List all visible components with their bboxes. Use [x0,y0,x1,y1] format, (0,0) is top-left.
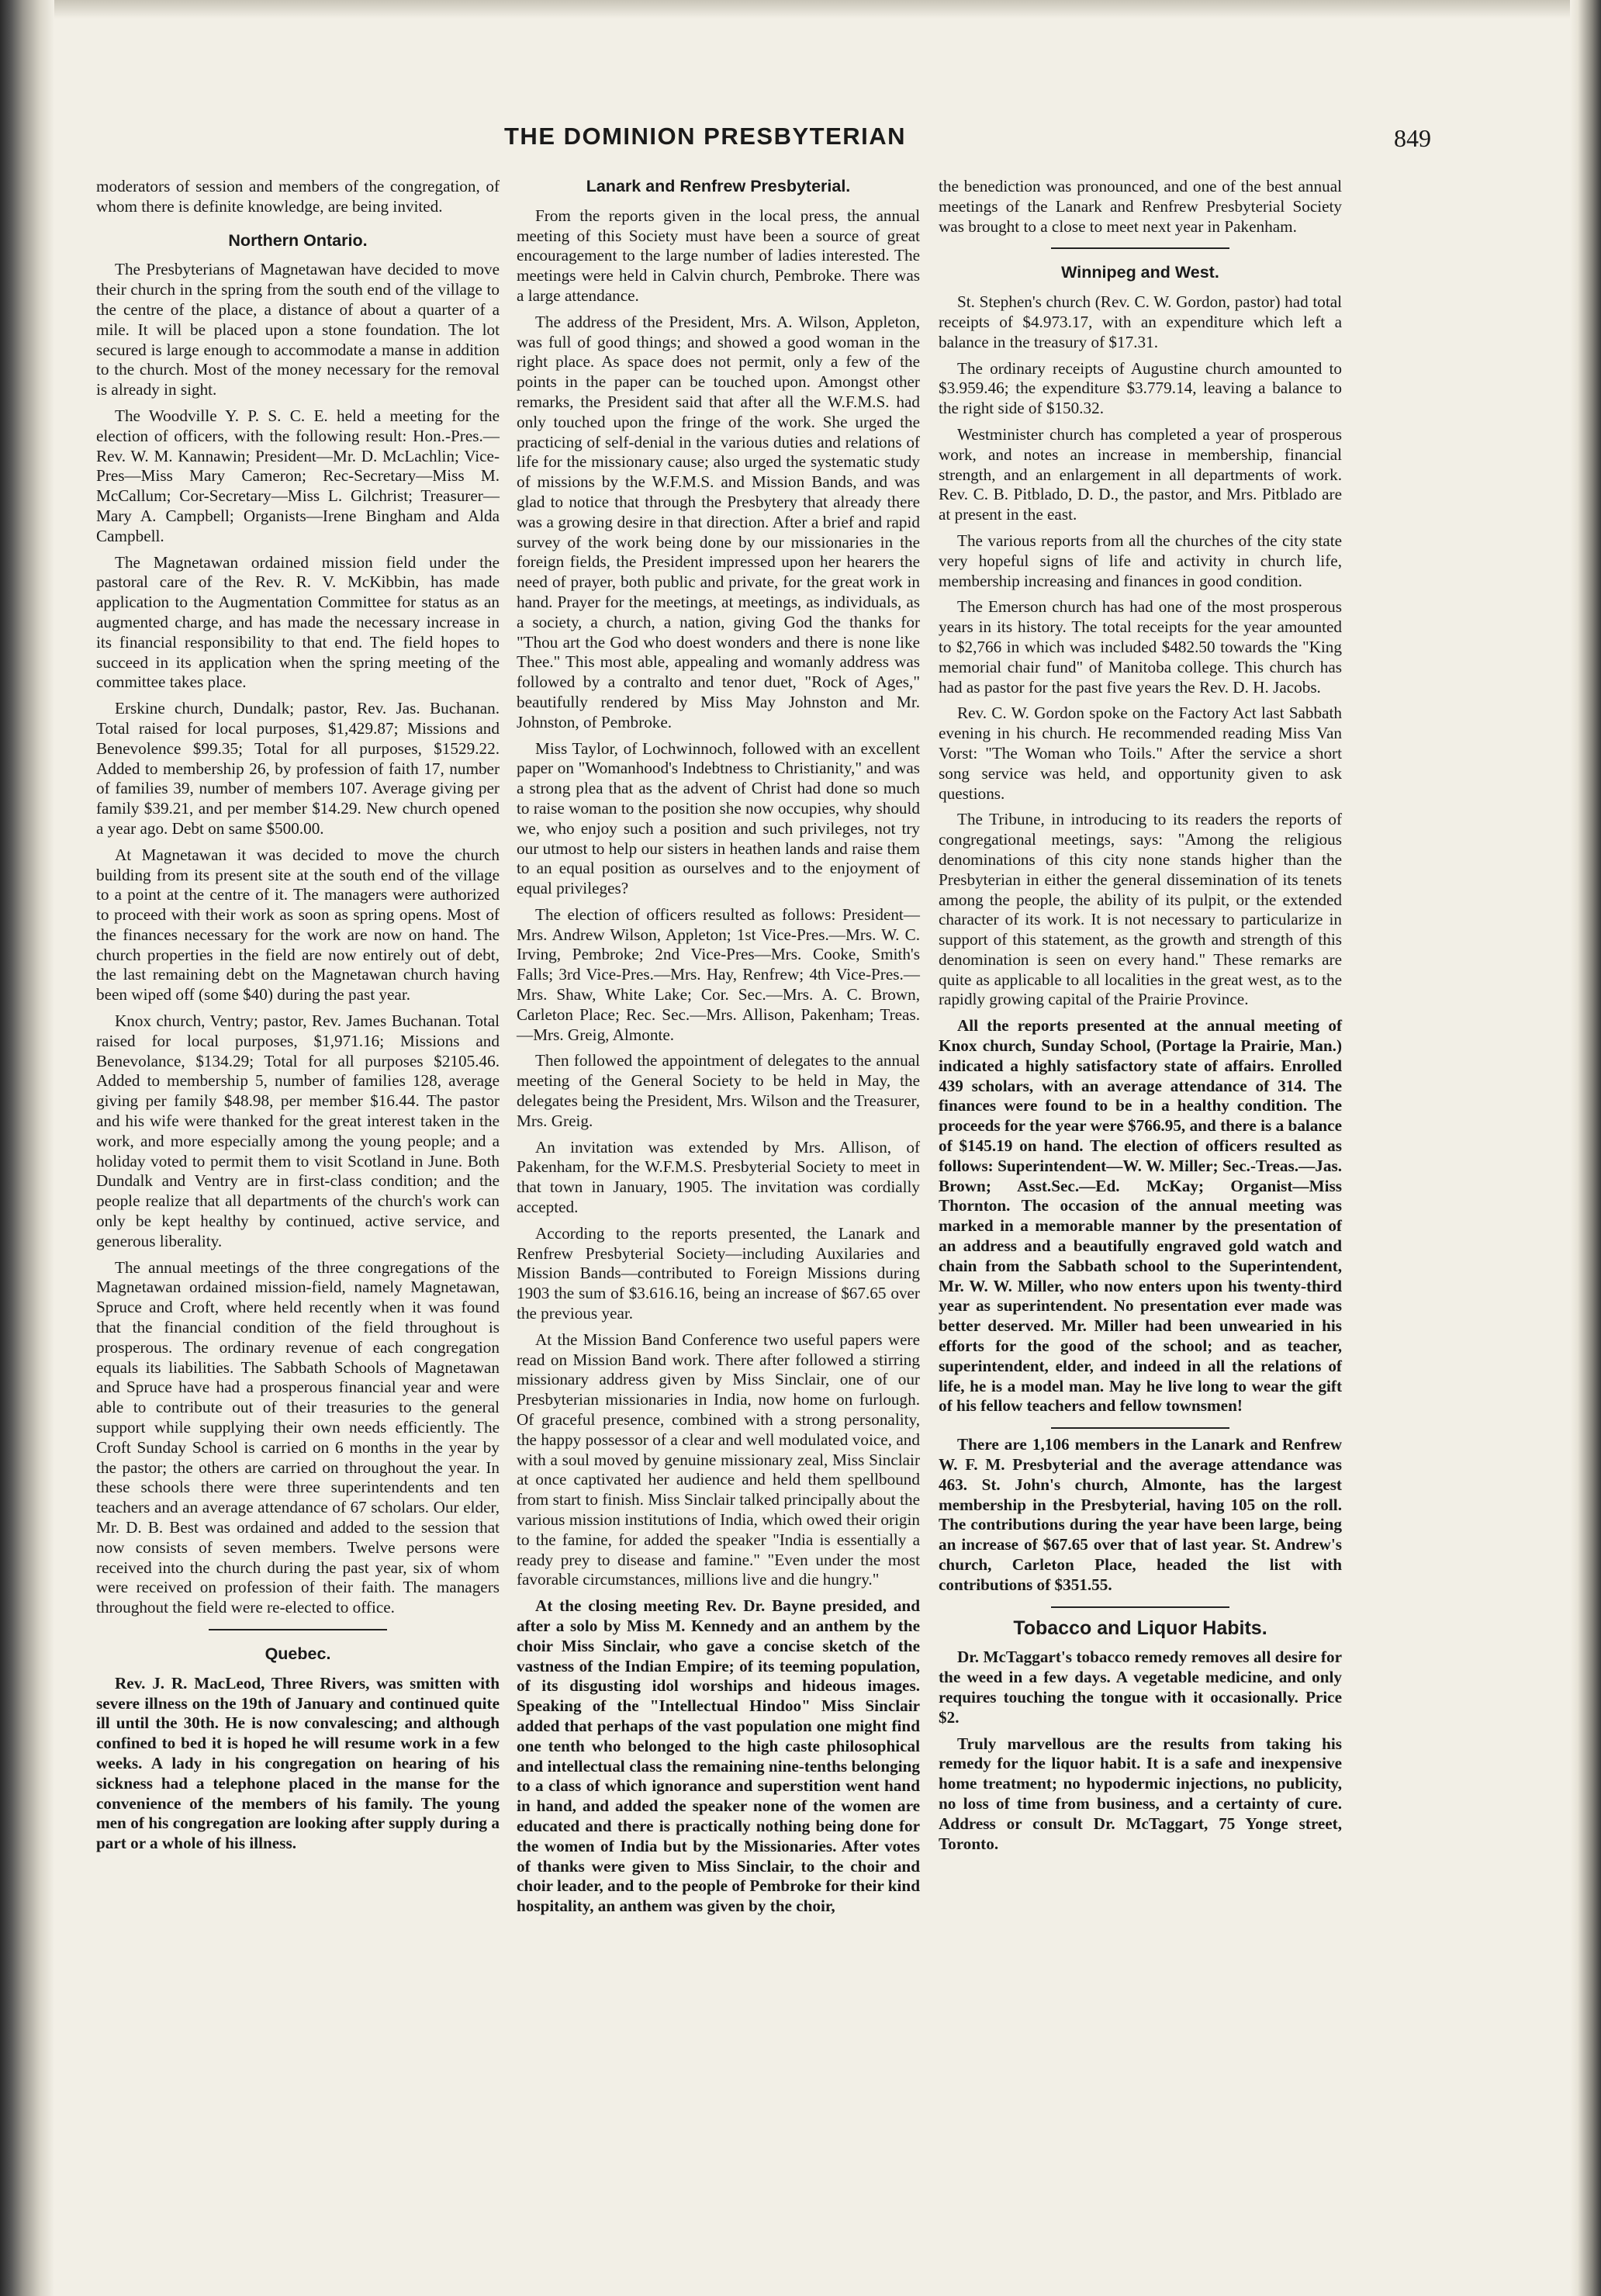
section-heading-lanark-renfrew: Lanark and Renfrew Presbyterial. [586,177,851,195]
column-2 [517,177,920,1923]
section-divider [209,1629,387,1630]
advertisement-paragraph: Truly marvellous are the results from taking his remedy for the liquor habit. It is a safe and inexpensive home treatment; no hypodermic injections, no publicity, no loss of time from business, and a certainty of cure. Address or consult Dr. McTaggart, 75 Yonge street, Toronto. [939,1734,1342,1853]
section-divider [1051,1427,1229,1429]
article-paragraph: According to the reports presented, the Lanark and Renfrew Presbyterial Society—including Auxilaries and Mission Bands—contributed to Foreign Missions during 1903 the sum of $3.616.16, being an increase of $67.65 over the previous year. [517,1223,920,1323]
scan-edge-top [0,0,1601,19]
article-paragraph: The Emerson church has had one of the most prosperous years in its history. The total receipts for the year amounted to $2,766 in which was included $482.50 towards the "King memorial chair fund" of Manitoba college. This church has had as pastor for the past five years the Rev. D. H. Jacobs. [939,597,1342,697]
article-paragraph: From the reports given in the local press, the annual meeting of this Society must have been a source of great encouragement to the large number of ladies interested. The meetings were held in Calvin church, Pembroke. There was a large attendance. [517,206,920,305]
journal-title: THE DOMINION PRESBYTERIAN [504,123,907,150]
page-header [93,116,1513,163]
section-heading-winnipeg: Winnipeg and West. [1061,263,1219,282]
article-paragraph: Rev. C. W. Gordon spoke on the Factory Act last Sabbath evening in his church. He recommended reading Miss Van Vorst: "The Woman who Toils." After the service a short song service was held, and opportunity given to ask questions. [939,704,1342,803]
membership-note: There are 1,106 members in the Lanark and Renfrew W. F. M. Presbyterial and the average attendance was 463. St. John's church, Almonte, has the largest membership in the Presbyterial, having 105 on the roll. The contributions during the year have been large, being an increase of $67.65 over that of last year. St. Andrew's church, Carleton Place, headed the list with contributions of $351.55. [939,1435,1342,1594]
article-paragraph: At the closing meeting Rev. Dr. Bayne presided, and after a solo by Miss M. Kennedy and an anthem by the choir Miss Sinclair, who gave a concise sketch of the vastness of the Indian Empire; of its teeming population, of its disgusting idol worships and hideous images. Speaking of the "Intellectual Hindoo" Miss Sinclair added that perhaps of the vast population one might find one tenth who belonged to the high caste philosophical and intellectual class the remaining nine-tenths belonging to a class of which ignorance and superstition went hand in hand, and added the speaker none of the women are educated and there is practically nothing being done for the women of India but by the Missionaries. After votes of thanks were given to Miss Sinclair, to the choir and choir leader, and to the people of Pembroke for their kind hospitality, an anthem was given by the choir, [517,1596,920,1916]
article-paragraph: The address of the President, Mrs. A. Wilson, Appleton, was full of good things; and showed a good woman in the right place. As space does not permit, only a few of the points in the paper can be touched upon. Amongst other remarks, the President said that after all the W.F.M.S. had only touched upon the fringe of the work. She urged the practicing of self-denial in the various duties and relations of life for the missionary cause; also urged the systematic study of missions by the W.F.M.S. and Mission Bands, and was glad to notice that through the Presbytery that already there was a growing desire in that direction. After a brief and rapid survey of the work being done by our missionaries in the foreign fields, the President impressed upon her hearers the need of prayer, both public and private, for the great work in hand. Prayer for the meetings, at meetings, as individuals, as a society, a church, a nation, giving God the thanks for "Thou art the God who doest wonders and there is none like Thee." This most able, appealing and womanly address was followed by a contralto and tenor duet, "Rock of Ages," beautifully rendered by Miss May Johnston and Mr. Johnston, of Pembroke. [517,312,920,731]
scan-edge-left [0,0,54,2296]
article-paragraph: An invitation was extended by Mrs. Allison, of Pakenham, for the W.F.M.S. Presbyterial Society to meet in that town in January, 1905. The invitation was cordially accepted. [517,1137,920,1217]
page-number: 849 [1394,124,1431,152]
section-divider [1051,1606,1229,1608]
article-paragraph: The annual meetings of the three congregations of the Magnetawan ordained mission-field, namely Magnetawan, Spruce and Croft, where held recently when it was found that the financial condition of the field throughout is prosperous. The ordinary revenue of each congregation equals its liabilities. The Sabbath Schools of Magnetawan and Spruce have had a prosperous financial year and were able to contribute out of their treasuries to the general support while supplying their own needs efficiently. The Croft Sunday School is carried on 6 months in the year by the pastor; the others are carried on throughout the year. In these schools there were three superintendents and ten teachers and an average attendance of 67 scholars. Our elder, Mr. D. B. Best was ordained and added to the session that now consists of seven members. Twelve persons were received into the church during the past year, six of whom were received on profession of their faith. The managers throughout the field were re-elected to office. [96,1257,500,1617]
article-paragraph: The Presbyterians of Magnetawan have decided to move their church in the spring from the south end of the village to the centre of the place, a distance of about a quarter of a mile. It will be placed upon a stone foundation. The lot secured is large enough to accommodate a manse in addition to the church. Most of the money necessary for the removal is already in sight. [96,260,500,399]
continued-paragraph: moderators of session and members of the congregation, of whom there is definite knowledge, are being invited. [96,177,500,216]
section-heading-northern-ontario: Northern Ontario. [228,230,368,250]
section-heading-tobacco-liquor: Tobacco and Liquor Habits. [1013,1617,1267,1639]
article-paragraph: The Woodville Y. P. S. C. E. held a meeting for the election of officers, with the following result: Hon.-Pres.—Rev. W. M. Kannawin; President—Mr. D. McLachlin; Vice-Pres—Miss Mary Cameron; Rec-Secretary—Miss M. McCallum; Cor-Secretary—Miss L. Gilchrist; Treasurer—Mary A. Campbell; Organists—Irene Bingham and Alda Campbell. [96,406,500,545]
article-paragraph: Erskine church, Dundalk; pastor, Rev. Jas. Buchanan. Total raised for local purposes, $1,429.87; Missions and Benevolence $99.35; Total for all purposes, $1529.22. Added to membership 26, by profession of faith 17, number of families 39, number of members 107. Average giving per family $39.21, and per member $14.29. New church opened a year ago. Debt on same $500.00. [96,699,500,838]
article-paragraph: Westminister church has completed a year of prosperous work, and notes an increase in membership, financial strength, and an enlargement in all departments of work. Rev. C. B. Pitblado, D. D., the pastor, and Mrs. Pitblado are at present in the east. [939,424,1342,524]
article-paragraph: At Magnetawan it was decided to move the church building from its present site at the south end of the village to a point at the centre of it. The managers were authorized to proceed with their work as soon as spring opens. Most of the finances necessary for the work are now on hand. The church properties in the field are now entirely out of debt, the last remaining debt on the Magnetawan church having been wiped off (some $40) during the past year. [96,845,500,1004]
advertisement-paragraph: Dr. McTaggart's tobacco remedy removes all desire for the weed in a few days. A vegetable medicine, and only requires touching the tongue with it occasionally. Price $2. [939,1648,1342,1727]
column-3 [939,177,1342,1860]
article-paragraph: Knox church, Ventry; pastor, Rev. James Buchanan. Total raised for local purposes, $1,971.16; Missions and Benevolance, $134.29; Total for all purposes $2105.46. Added to membership 5, number of families 128, average giving per family $48.98, per member $16.44. The pastor and his wife were thanked for the great interest taken in the work, and more especially among the young people; and a holiday voted to permit them to visit Scotland in June. Both Dundalk and Ventry are in first-class condition; and the people realize that all departments of the church's work can only be kept healthy by continued, active service, and generous liberality. [96,1011,500,1250]
article-paragraph: St. Stephen's church (Rev. C. W. Gordon, pastor) had total receipts of $4.973.17, with an expenditure which left a balance in the treasury of $17.31. [939,292,1342,351]
article-paragraph: The Tribune, in introducing to its readers the reports of congregational meetings, says: "Among the religious denominations of this city none stands higher than the Presbyterian in either the general dissemination of its tenets among the people, the ability of its pulpit, or the extended character of its work. It is not necessary to particularize in support of this statement, as the growth and strength of this denomination is seen on every hand." These remarks are quite as applicable to all localities in the great west, as to the rapidly growing capital of the Prairie Province. [939,810,1342,1009]
section-heading-quebec: Quebec. [265,1644,331,1663]
article-paragraph: At the Mission Band Conference two useful papers were read on Mission Band work. There after followed a stirring missionary address given by Miss Sinclair, one of our Presbyterian missionaries in India, now home on furlough. Of graceful presence, combined with a strong personality, the happy possessor of a clear and well modulated voice, and with a soul moved by genuine missionary zeal, Miss Sinclair at once captivated her audience and held them spellbound from start to finish. Miss Sinclair talked principally about the various mission institutions of India, which owed their origin to the famine, for added the speaker "India is essentially a ready prey to disease and famine." "Even under the most favorable circumstances, millions live and die hungry." [517,1330,920,1589]
section-divider [1051,247,1229,249]
article-paragraph: Then followed the appointment of delegates to the annual meeting of the General Society to be held in May, the delegates being the President, Mrs. Wilson and the Treasurer, Mrs. Greig. [517,1051,920,1130]
article-paragraph: Rev. J. R. MacLeod, Three Rivers, was smitten with severe illness on the 19th of January and continued quite ill until the 30th. He is now convalescing; and although confined to bed it is hoped he will resume work in a few weeks. A lady in his congregation on hearing of his sickness had a telephone placed in the manse for the convenience of the members of his family. The young men of his congregation are looking after supply during a part or a whole of his illness. [96,1673,500,1853]
article-paragraph: All the reports presented at the annual meeting of Knox church, Sunday School, (Portage la Prairie, Man.) indicated a highly satisfactory state of affairs. Enrolled 439 scholars, with an average attendance of 314. The finances were found to be in a healthy condition. The proceeds for the year were $766.95, and there is a balance of $145.19 on hand. The election of officers resulted as follows: Superintendent—W. W. Miller; Sec.-Treas.—Jas. Brown; Asst.Sec.—Ed. McKay; Organist—Miss Thornton. The occasion of the annual meeting was marked in a memorable manner by the presentation of an address and a beautifully engraved gold watch and chain from the Sabbath school to the Superintendent, Mr. W. W. Miller, who now enters upon his twenty-third year as superintendent. No presentation ever made was better deserved. Mr. Miller had been unwearied in his efforts for the good of the school; and as teacher, superintendent, elder, and indeed in all the relations of life, he is a model man. May he live long to wear the gift of his fellow teachers and fellow townsmen! [939,1016,1342,1416]
article-paragraph: The Magnetawan ordained mission field under the pastoral care of the Rev. R. V. McKibbin, has made application to the Augmentation Committee for status as an augmented charge, and has made the necessary increase in its financial responsibility to that end. The field hopes to succeed in its application when the spring meeting of the committee takes place. [96,552,500,692]
article-paragraph: The various reports from all the churches of the city state very hopeful signs of life and activity in church life, membership increasing and finances in good condition. [939,531,1342,590]
column-1 [96,177,500,1860]
scan-edge-right [1570,0,1601,2296]
continued-paragraph: the benediction was pronounced, and one of the best annual meetings of the Lanark and Renfrew Presbyterial Society was brought to a close to meet next year in Pakenham. [939,177,1342,236]
article-paragraph: Miss Taylor, of Lochwinnoch, followed with an excellent paper on "Womanhood's Indebtness to Christianity," and was a strong plea that as the advent of Christ had done so much to raise woman to the position she now occupies, why should we, who enjoy such a position and such privileges, not try our utmost to help our sisters in heathen lands and raise them to an equal position as ourselves and to the enjoyment of equal privileges? [517,738,920,898]
article-paragraph: The ordinary receipts of Augustine church amounted to $3.959.46; the expenditure $3.779.14, leaving a balance to the right side of $150.32. [939,358,1342,418]
article-paragraph: The election of officers resulted as follows: President—Mrs. Andrew Wilson, Appleton; 1st Vice-Pres.—Mrs. W. C. Irving, Pembroke; 2nd Vice-Pres—Mrs. Cooke, Smith's Falls; 3rd Vice-Pres.—Mrs. Hay, Renfrew; 4th Vice-Pres.—Mrs. Shaw, White Lake; Cor. Sec.—Mrs. A. C. Brown, Carleton Place; Rec. Sec.—Mrs. Allison, Pakenham; Treas.—Mrs. Greig, Almonte. [517,904,920,1044]
